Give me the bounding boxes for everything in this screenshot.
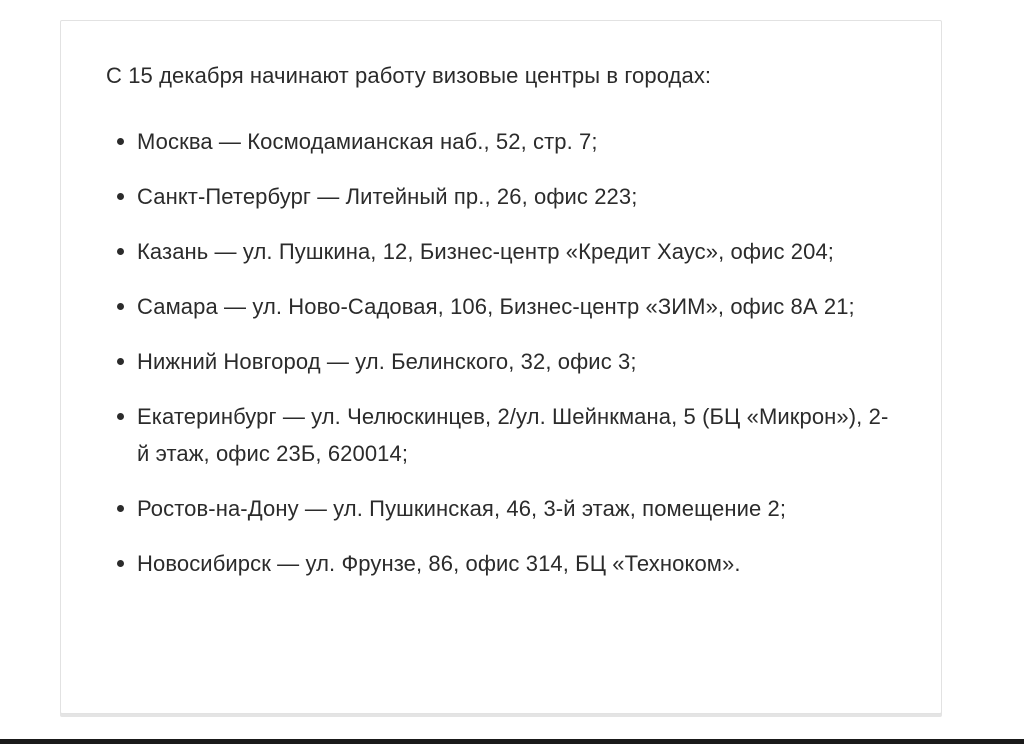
list-item — [106, 490, 896, 527]
article-card — [60, 20, 942, 714]
list-item — [106, 178, 896, 215]
list-item-text: Санкт-Петербург — Литейный пр., 26, офис 223; — [137, 184, 638, 209]
list-item — [106, 545, 896, 582]
list-item-text: Екатеринбург — ул. Челюскинцев, 2/ул. Шейнкмана, 5 (БЦ «Микрон»), 2-й этаж, офис 23Б, 620014; — [137, 404, 889, 466]
bullet-icon — [117, 248, 124, 255]
bullet-icon — [117, 413, 124, 420]
bullet-icon — [117, 505, 124, 512]
bottom-divider — [0, 739, 1024, 744]
visa-centers-list — [106, 123, 896, 600]
list-item — [106, 343, 896, 380]
bullet-icon — [117, 303, 124, 310]
bullet-icon — [117, 560, 124, 567]
list-item-text: Москва — Космодамианская наб., 52, стр. 7; — [137, 129, 598, 154]
list-item-text: Самара — ул. Ново-Садовая, 106, Бизнес-центр «ЗИМ», офис 8А 21; — [137, 294, 855, 319]
intro-paragraph: С 15 декабря начинают работу визовые центры в городах: — [106, 63, 712, 88]
list-item — [106, 233, 896, 270]
bullet-icon — [117, 193, 124, 200]
list-item-text: Новосибирск — ул. Фрунзе, 86, офис 314, БЦ «Техноком». — [137, 551, 741, 576]
list-item-text: Ростов-на-Дону — ул. Пушкинская, 46, 3-й этаж, помещение 2; — [137, 496, 787, 521]
list-item — [106, 398, 896, 472]
list-item — [106, 123, 896, 160]
bullet-icon — [117, 358, 124, 365]
bullet-icon — [117, 138, 124, 145]
list-item — [106, 288, 896, 325]
list-item-text: Казань — ул. Пушкина, 12, Бизнес-центр «Кредит Хаус», офис 204; — [137, 239, 834, 264]
list-item-text: Нижний Новгород — ул. Белинского, 32, офис 3; — [137, 349, 637, 374]
